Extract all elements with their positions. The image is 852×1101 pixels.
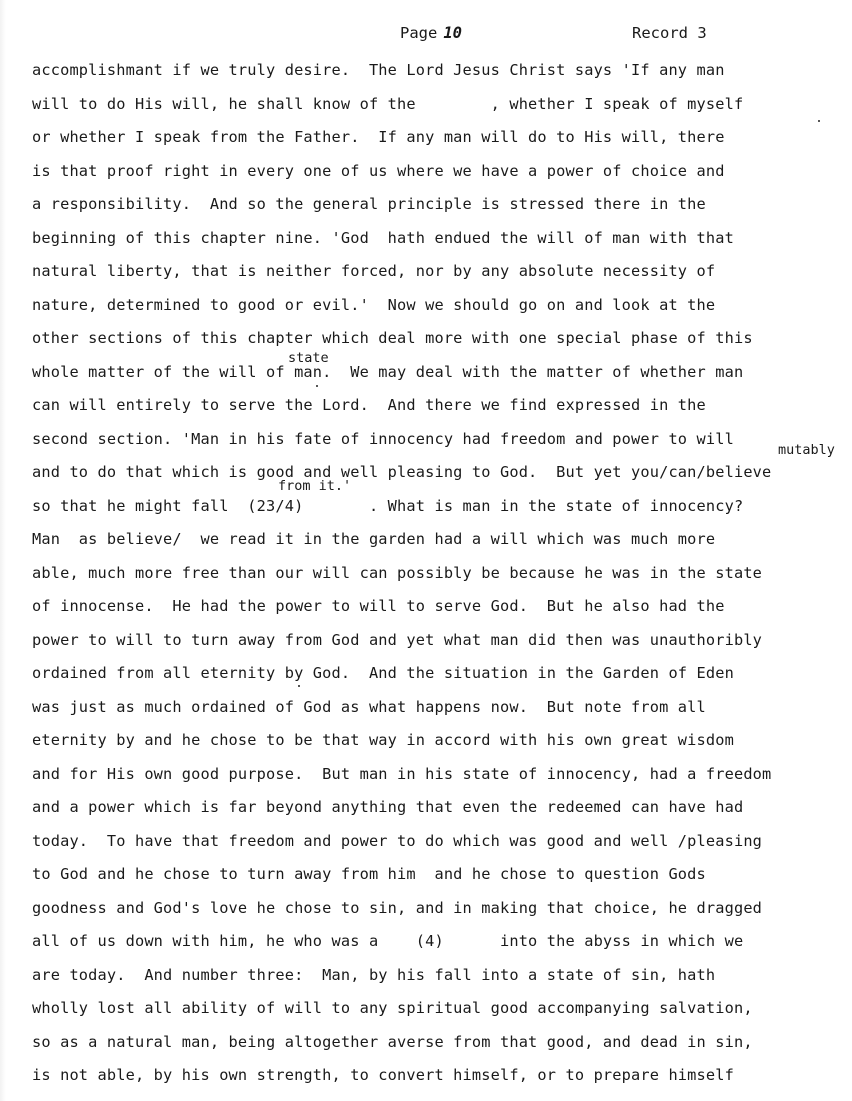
text-line-19: ordained from all eternity by God. And the situation in the Garden of Eden — [32, 664, 734, 682]
text-line-30: so as a natural man, being altogether averse from that good, and dead in sin, — [32, 1032, 753, 1051]
text-line-22: and for His own good purpose. But man in his state of innocency, had a freedom — [32, 764, 772, 783]
text-line-15: Man as believe/ we read it in the garden had a will which was much more — [32, 530, 716, 548]
text-line-1: accomplishmant if we truly desire. The Lord Jesus Christ says 'If any man — [32, 61, 725, 79]
text-line-24: today. To have that freedom and power to do which was good and well /pleasing — [32, 831, 763, 850]
text-line-18: power to will to turn away from God and yet what man did then was unauthoribly — [32, 630, 763, 649]
text-line-10: whole matter of the will of man. We may deal with the matter of whether man — [32, 362, 744, 381]
text-line-4: is that proof right in every one of us where we have a power of choice and — [32, 161, 725, 180]
page-header — [0, 22, 852, 46]
text-line-2: will to do His will, he shall know of the , whether I speak of myself — [32, 94, 744, 113]
text-line-25: to God and he chose to turn away from him and he chose to question Gods — [32, 865, 706, 883]
text-line-8: nature, determined to good or evil.' Now we should go on and look at the — [32, 295, 716, 314]
text-line-21: eternity by and he chose to be that way in accord with his own great wisdom — [32, 731, 734, 749]
text-line-3: or whether I speak from the Father. If any man will do to His will, there — [32, 128, 725, 146]
text-line-29: wholly lost all ability of will to any spiritual good accompanying salvation, — [32, 999, 753, 1017]
annotation-mutably: mutably — [778, 442, 835, 458]
stray-mark — [818, 120, 820, 122]
page-label — [400, 24, 462, 42]
text-line-12: second section. 'Man in his fate of innocency had freedom and power to will — [32, 429, 734, 448]
text-line-9: other sections of this chapter which deal more with one special phase of this — [32, 329, 753, 347]
text-line-5: a responsibility. And so the general principle is stressed there in the — [32, 195, 706, 213]
page-label-text: Page — [400, 24, 438, 42]
stray-mark — [316, 385, 318, 387]
stray-mark — [298, 685, 300, 687]
text-line-17: of innocense. He had the power to will to serve God. But he also had the — [32, 597, 725, 615]
scan-edge-shadow — [0, 0, 6, 1101]
text-line-14: so that he might fall (23/4) . What is man in the state of innocency? — [32, 496, 744, 515]
text-line-27: all of us down with him, he who was a (4) into the abyss in which we — [32, 932, 744, 950]
text-line-26: goodness and God's love he chose to sin, and in making that choice, he dragged — [32, 898, 763, 917]
record-label: Record 3 — [632, 24, 707, 42]
page-number: 10 — [443, 24, 462, 42]
text-line-31: is not able, by his own strength, to convert himself, or to prepare himself — [32, 1066, 734, 1084]
text-line-13: and to do that which is good and well pleasing to God. But yet you/can/believe — [32, 463, 772, 481]
text-line-23: and a power which is far beyond anything that even the redeemed can have had — [32, 798, 744, 816]
text-line-11: can will entirely to serve the Lord. And there we find expressed in the — [32, 396, 706, 414]
transcript-body — [32, 58, 832, 1097]
text-line-20: was just as much ordained of God as what happens now. But note from all — [32, 697, 706, 716]
text-line-16: able, much more free than our will can possibly be because he was in the state — [32, 563, 763, 582]
text-line-7: natural liberty, that is neither forced, nor by any absolute necessity of — [32, 262, 716, 280]
annotation-state: state — [288, 350, 329, 366]
text-line-28: are today. And number three: Man, by his fall into a state of sin, hath — [32, 965, 716, 984]
annotation-from-it: from it.' — [278, 478, 352, 494]
text-line-6: beginning of this chapter nine. 'God hath endued the will of man with that — [32, 228, 734, 247]
